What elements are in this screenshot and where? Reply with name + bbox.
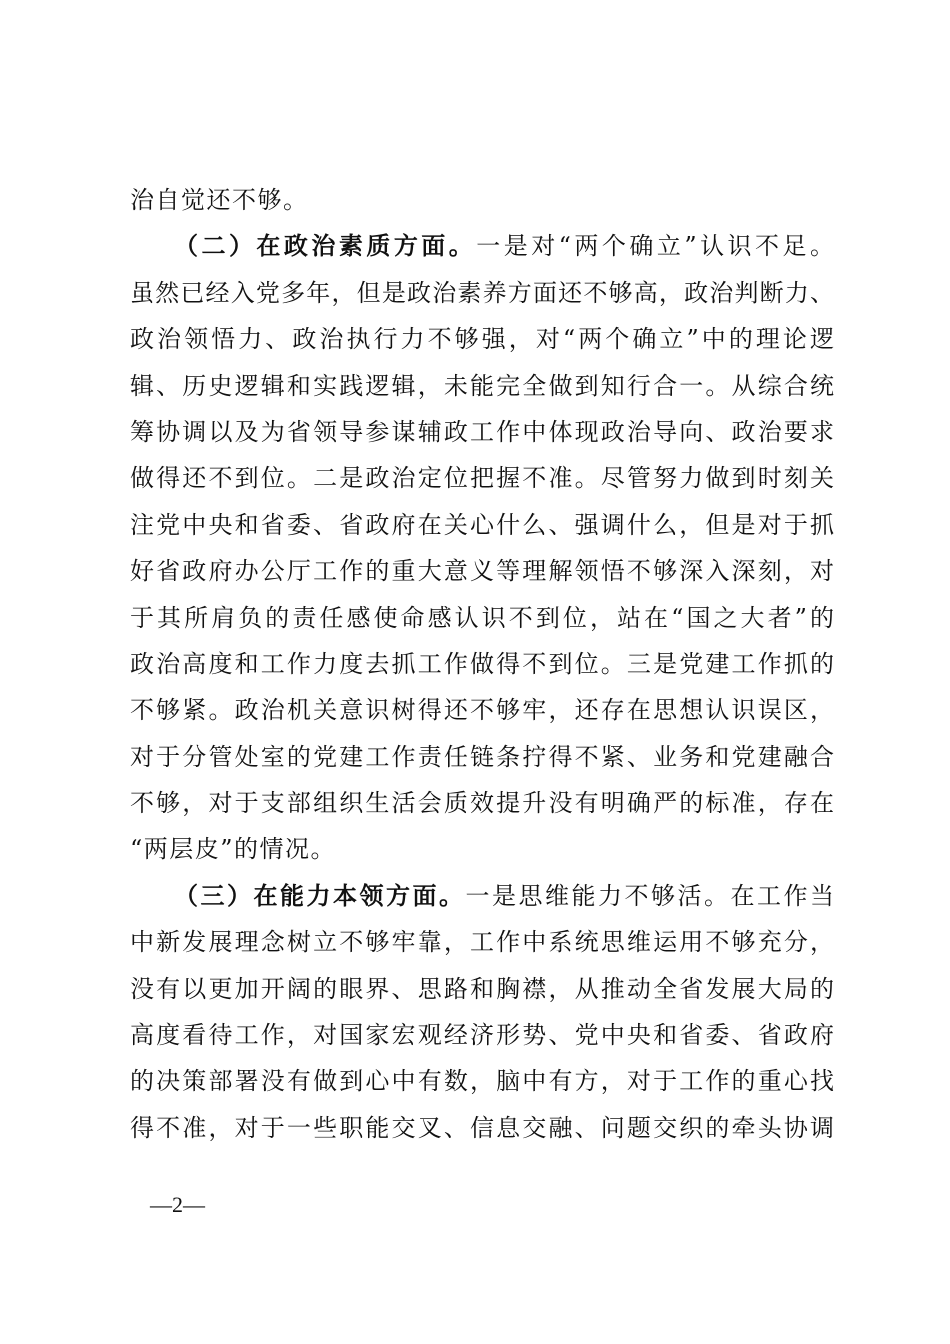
line-text: 得不准，对于一些职能交叉、信息交融、问题交织的牵头协调 (130, 1113, 834, 1142)
text-line (130, 363, 834, 409)
text-line (130, 687, 834, 733)
line-text: 一是思维能力不够活。在工作当 (465, 881, 834, 910)
line-text: 不够，对于支部组织生活会质效提升没有明确严的标准，存在 (130, 789, 834, 818)
section-heading-line (130, 873, 834, 919)
text-line (130, 966, 834, 1012)
text-line (130, 316, 834, 362)
text-line (130, 734, 834, 780)
line-text: 一是对“两个确立”认识不足。 (476, 232, 834, 261)
text-line (130, 177, 834, 223)
text-line (130, 1012, 834, 1058)
line-text: 虽然已经入党多年，但是政治素养方面还不够高，政治判断力、 (130, 278, 834, 307)
line-text: 中新发展理念树立不够牢靠，工作中系统思维运用不够充分， (130, 928, 834, 957)
line-text: 高度看待工作，对国家宏观经济形势、党中央和省委、省政府 (130, 1021, 834, 1050)
text-line (130, 780, 834, 826)
line-text: 筹协调以及为省领导参谋辅政工作中体现政治导向、政治要求 (130, 417, 834, 446)
text-line (130, 409, 834, 455)
line-text: 做得还不到位。二是政治定位把握不准。尽管努力做到时刻关 (130, 464, 834, 493)
text-line (130, 1105, 834, 1151)
line-text: 的决策部署没有做到心中有数，脑中有方，对于工作的重心找 (130, 1067, 834, 1096)
section-heading: （三）在能力本领方面。 (174, 880, 466, 910)
text-line (130, 595, 834, 641)
line-text: 治自觉还不够。 (130, 186, 309, 214)
text-line (130, 919, 834, 965)
line-text: “两层皮”的情况。 (130, 835, 337, 864)
section-heading-line (130, 223, 834, 269)
line-text: 于其所肩负的责任感使命感认识不到位，站在“国之大者”的 (130, 603, 834, 632)
text-line (130, 548, 834, 594)
line-text: 政治高度和工作力度去抓工作做得不到位。三是党建工作抓的 (130, 649, 834, 678)
text-line (130, 1058, 834, 1104)
document-body (130, 177, 834, 1151)
text-line (130, 826, 834, 872)
text-line (130, 270, 834, 316)
line-text: 注党中央和省委、省政府在关心什么、强调什么，但是对于抓 (130, 510, 834, 539)
text-line (130, 502, 834, 548)
text-line (130, 455, 834, 501)
line-text: 政治领悟力、政治执行力不够强，对“两个确立”中的理论逻 (130, 325, 834, 354)
line-text: 对于分管处室的党建工作责任链条拧得不紧、业务和党建融合 (130, 742, 834, 771)
page-number: —2— (150, 1192, 205, 1217)
line-text: 没有以更加开阔的眼界、思路和胸襟，从推动全省发展大局的 (130, 974, 834, 1003)
line-text: 不够紧。政治机关意识树得还不够牢，还存在思想认识误区， (130, 696, 834, 725)
text-line (130, 641, 834, 687)
line-text: 好省政府办公厅工作的重大意义等理解领悟不够深入深刻，对 (130, 557, 834, 586)
line-text: 辑、历史逻辑和实践逻辑，未能完全做到知行合一。从综合统 (130, 371, 834, 400)
section-heading: （二）在政治素质方面。 (174, 231, 477, 261)
